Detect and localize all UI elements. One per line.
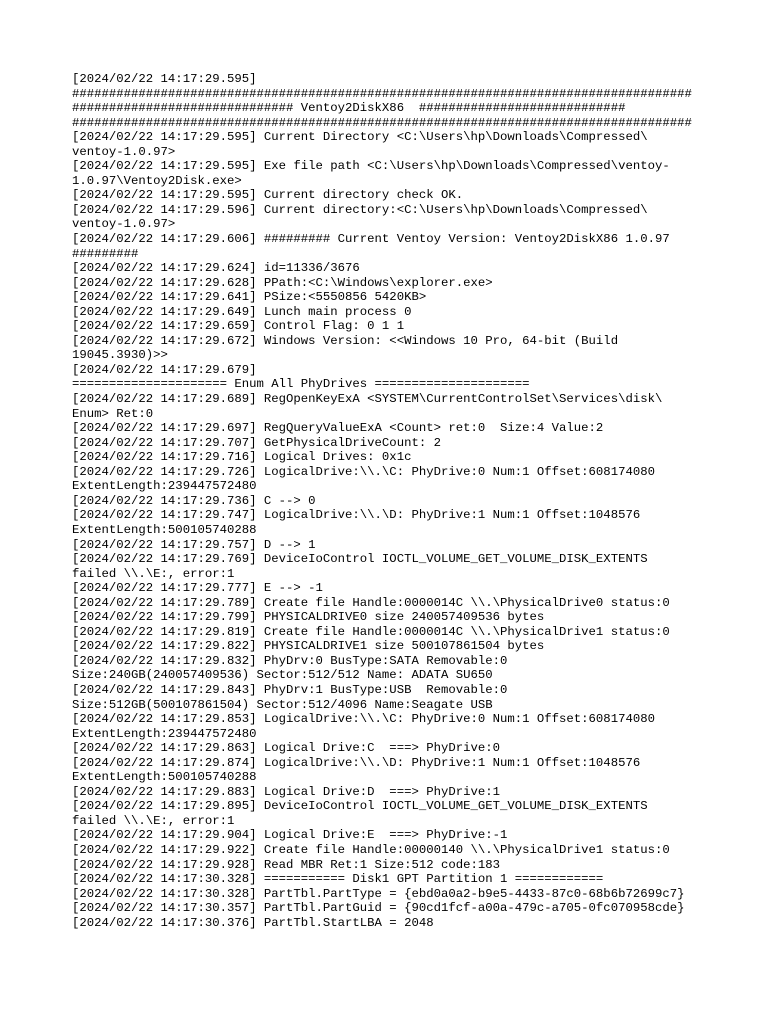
log-line: [2024/02/22 14:17:29.697] RegQueryValueExA <Count> ret:0 Size:4 Value:2 <box>72 421 604 436</box>
log-line: [2024/02/22 14:17:29.883] Logical Drive:D ===> PhyDrive:1 <box>72 784 501 799</box>
log-line: failed \\.\E:, error:1 <box>72 813 235 828</box>
log-line: #################################################################################### <box>72 115 692 130</box>
log-line: 19045.3930)>> <box>72 348 168 363</box>
log-line: Enum> Ret:0 <box>72 406 154 421</box>
log-line: [2024/02/22 14:17:29.799] PHYSICALDRIVE0 size 240057409536 bytes <box>72 610 545 625</box>
log-line: Size:240GB(240057409536) Sector:512/512 Name: ADATA SU650 <box>72 668 493 683</box>
log-line: Size:512GB(500107861504) Sector:512/4096 Name:Seagate USB <box>72 697 493 712</box>
log-line: [2024/02/22 14:17:29.641] PSize:<5550856 5420KB> <box>72 290 427 305</box>
log-line: ===================== Enum All PhyDrives ===================== <box>72 377 530 392</box>
log-line: [2024/02/22 14:17:30.376] PartTbl.StartLBA = 2048 <box>72 915 434 930</box>
log-line: [2024/02/22 14:17:29.628] PPath:<C:\Windows\explorer.exe> <box>72 275 493 290</box>
log-line: [2024/02/22 14:17:29.757] D --> 1 <box>72 537 316 552</box>
log-line: ExtentLength:500105740288 <box>72 522 257 537</box>
log-line: [2024/02/22 14:17:29.895] DeviceIoControl IOCTL_VOLUME_GET_VOLUME_DISK_EXTENTS <box>72 799 648 814</box>
log-line: ExtentLength:500105740288 <box>72 770 257 785</box>
log-line: [2024/02/22 14:17:29.874] LogicalDrive:\\.\D: PhyDrive:1 Num:1 Offset:1048576 <box>72 755 641 770</box>
log-line: [2024/02/22 14:17:29.769] DeviceIoControl IOCTL_VOLUME_GET_VOLUME_DISK_EXTENTS <box>72 552 648 567</box>
log-line: [2024/02/22 14:17:29.659] Control Flag: 0 1 1 <box>72 319 405 334</box>
log-line: [2024/02/22 14:17:29.789] Create file Handle:0000014C \\.\PhysicalDrive0 status:0 <box>72 595 670 610</box>
log-line: ExtentLength:239447572480 <box>72 726 257 741</box>
log-line: [2024/02/22 14:17:29.624] id=11336/3676 <box>72 261 360 276</box>
log-line: ExtentLength:239447572480 <box>72 479 257 494</box>
log-line: [2024/02/22 14:17:29.736] C --> 0 <box>72 493 316 508</box>
log-line: [2024/02/22 14:17:29.822] PHYSICALDRIVE1 size 500107861504 bytes <box>72 639 545 654</box>
log-line: [2024/02/22 14:17:29.853] LogicalDrive:\\.\C: PhyDrive:0 Num:1 Offset:608174080 <box>72 712 655 727</box>
log-line: [2024/02/22 14:17:30.328] =========== Disk1 GPT Partition 1 ============ <box>72 872 604 887</box>
log-line: [2024/02/22 14:17:30.357] PartTbl.PartGuid = {90cd1fcf-a00a-479c-a705-0fc070958cde} <box>72 901 685 916</box>
log-line: [2024/02/22 14:17:29.595] Current directory check OK. <box>72 188 464 203</box>
log-line: failed \\.\E:, error:1 <box>72 566 235 581</box>
log-line: ############################## Ventoy2DiskX86 ############################ <box>72 101 626 116</box>
log-line: #################################################################################### <box>72 86 692 101</box>
log-line: ventoy-1.0.97> <box>72 217 176 232</box>
log-line: [2024/02/22 14:17:29.777] E --> -1 <box>72 581 323 596</box>
log-line: [2024/02/22 14:17:29.596] Current directory:<C:\Users\hp\Downloads\Compressed\ <box>72 202 648 217</box>
log-line: [2024/02/22 14:17:29.928] Read MBR Ret:1 Size:512 code:183 <box>72 857 501 872</box>
log-line: [2024/02/22 14:17:29.843] PhyDrv:1 BusType:USB Removable:0 <box>72 682 508 697</box>
log-line: 1.0.97\Ventoy2Disk.exe> <box>72 173 242 188</box>
log-line: [2024/02/22 14:17:29.922] Create file Handle:00000140 \\.\PhysicalDrive1 status:0 <box>72 842 670 857</box>
log-line: [2024/02/22 14:17:29.672] Windows Version: <<Windows 10 Pro, 64-bit (Build <box>72 333 619 348</box>
log-line: ventoy-1.0.97> <box>72 144 176 159</box>
log-line: [2024/02/22 14:17:29.649] Lunch main process 0 <box>72 304 412 319</box>
log-line: [2024/02/22 14:17:29.863] Logical Drive:C ===> PhyDrive:0 <box>72 741 501 756</box>
log-line: [2024/02/22 14:17:29.707] GetPhysicalDriveCount: 2 <box>72 435 441 450</box>
log-line: [2024/02/22 14:17:29.595] Exe file path <C:\Users\hp\Downloads\Compressed\ventoy- <box>72 159 670 174</box>
log-line: [2024/02/22 14:17:29.679] <box>72 362 257 377</box>
log-line: [2024/02/22 14:17:29.819] Create file Handle:0000014C \\.\PhysicalDrive1 status:0 <box>72 624 670 639</box>
log-line: [2024/02/22 14:17:29.606] ######### Current Ventoy Version: Ventoy2DiskX86 1.0.97 <box>72 232 670 247</box>
log-line: [2024/02/22 14:17:29.689] RegOpenKeyExA <SYSTEM\CurrentControlSet\Services\disk\ <box>72 392 663 407</box>
log-line: [2024/02/22 14:17:29.904] Logical Drive:E ===> PhyDrive:-1 <box>72 828 508 843</box>
log-line: [2024/02/22 14:17:30.328] PartTbl.PartType = {ebd0a0a2-b9e5-4433-87c0-68b6b72699c7} <box>72 886 685 901</box>
log-line: [2024/02/22 14:17:29.716] Logical Drives: 0x1c <box>72 450 412 465</box>
log-line: ######### <box>72 246 139 261</box>
log-line: [2024/02/22 14:17:29.595] Current Directory <C:\Users\hp\Downloads\Compressed\ <box>72 130 648 145</box>
log-line: [2024/02/22 14:17:29.832] PhyDrv:0 BusType:SATA Removable:0 <box>72 653 508 668</box>
log-document <box>72 72 712 930</box>
log-line: [2024/02/22 14:17:29.595] <box>72 72 257 86</box>
log-line: [2024/02/22 14:17:29.747] LogicalDrive:\\.\D: PhyDrive:1 Num:1 Offset:1048576 <box>72 508 641 523</box>
log-line: [2024/02/22 14:17:29.726] LogicalDrive:\\.\C: PhyDrive:0 Num:1 Offset:608174080 <box>72 464 655 479</box>
